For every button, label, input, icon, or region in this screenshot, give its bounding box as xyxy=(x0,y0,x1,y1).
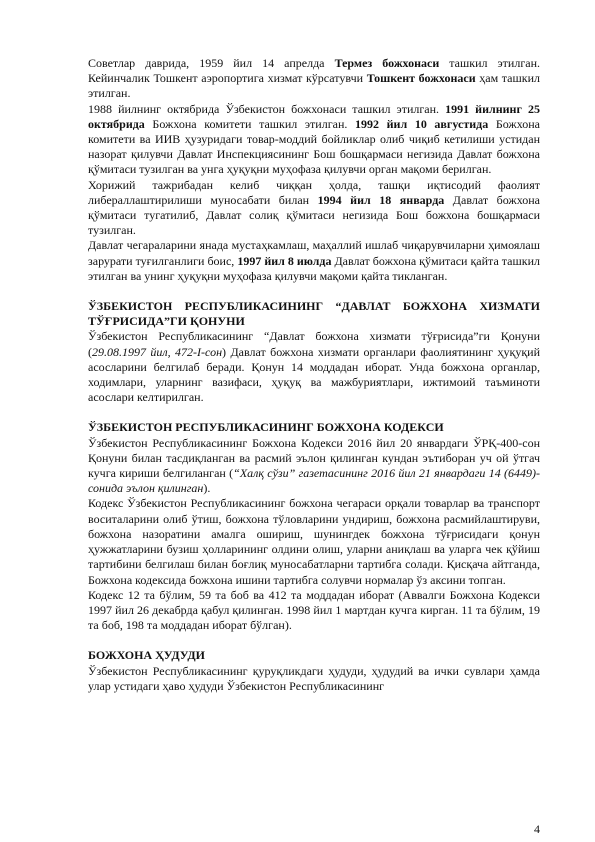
paragraph xyxy=(88,238,540,284)
italic-text: 29.08.1997 йил, 472-I-сон xyxy=(92,344,223,359)
italic-text: “Халқ сўзи” газетасининг 2016 йил 21 январдаги 14 (6449)-сонида эълон қилинган xyxy=(88,466,540,496)
paragraph xyxy=(88,436,540,497)
section-heading xyxy=(88,648,540,663)
bold-text: 1994 йил 18 январда xyxy=(317,192,445,207)
paragraph xyxy=(88,178,540,239)
text-run: Ўзбекистон Республикасининг Божхона Кодекси 2016 йил 20 январдаги ЎРҚ-400-сон Қонуни билан тасдиқланган ва расмий эълон қилинган кундан эътиборан уч ой ўтгач кучга кириши белгиланган ( xyxy=(88,435,540,481)
section-heading xyxy=(88,299,540,329)
bold-text: Тошкент божхонаси xyxy=(366,71,476,86)
section-gap xyxy=(88,633,540,648)
text-run: Хорижий тажрибадан келиб чиққан ҳолда, ташқи иқтисодий фаолият либераллаштирилиши муносабати билан xyxy=(88,177,540,207)
text-run: ҳам ташкил этилган. xyxy=(88,71,540,101)
text-run: ташкил этилган. Кейинчалик Тошкент аэропортига хизмат кўрсатувчи xyxy=(88,56,540,86)
bold-text: ЎЗБЕКИСТОН РЕСПУБЛИКАСИНИНГ БОЖХОНА КОДЕКСИ xyxy=(88,420,444,435)
bold-text: ЎЗБЕКИСТОН РЕСПУБЛИКАСИНИНГ “ДАВЛАТ БОЖХОНА ХИЗМАТИ ТЎҒРИСИДА”ГИ ҚОНУНИ xyxy=(88,299,540,329)
text-run: ) Давлат божхона хизмати органлари фаолиятининг ҳуқуқий асосларини белгилаб беради. Қонун 14 моддадан иборат. Унда божхона органлар, ходимлари, уларнинг вазифаси, ҳуқуқ ва мажбуриятлари, ижтимоий таъминоти асослари келтирилган. xyxy=(88,344,540,405)
paragraph xyxy=(88,664,540,694)
text-run: Кодекс 12 та бўлим, 59 та боб ва 412 та моддадан иборат (Аввалги Божхона Кодекси 1997 йил 26 декабрда қабул қилинган. 1998 йил 1 мартдан кучга кирган. 11 та бўлим, 19 та боб, 198 та моддадан иборат бўлган). xyxy=(88,587,540,633)
bold-text: 1992 йил 10 августида xyxy=(355,116,489,131)
text-run: Божхона комитети ташкил этилган. xyxy=(144,116,356,131)
paragraph xyxy=(88,329,540,405)
bold-text: 1997 йил 8 июлда xyxy=(237,253,332,268)
paragraph xyxy=(88,102,540,178)
bold-text: 1991 йилнинг 25 октябрида xyxy=(88,101,540,131)
text-run: Давлат чегараларини янада мустаҳкамлаш, маҳаллий ишлаб чиқарувчиларни ҳимоялаш зарурати туғилганлиги боис, xyxy=(88,238,540,268)
section-gap xyxy=(88,405,540,420)
section-heading xyxy=(88,420,540,435)
text-run: Ўзбекистон Республикасининг қуруқликдаги ҳудуди, ҳудудий ва ички сувлари ҳамда улар устидаги ҳаво ҳудуди Ўзбекистон Республикасининг xyxy=(88,663,540,693)
paragraph xyxy=(88,496,540,587)
text-run: Божхона комитети ва ИИВ ҳузуридаги товар-моддий бойликлар олиб чиқиб кетилиши устидан назорат қилувчи Давлат Инспекциясининг Бош бошқармаси негизида Давлат божхона қўмитаси тузилган ва унга ҳуқуқни муҳофаза қилувчи орган мақоми берилган. xyxy=(88,116,540,177)
text-run: Давлат божхона қўмитаси тугатилиб, Давлат солиқ қўмитаси негизида Бош божхона бошқармаси тузилган. xyxy=(88,192,540,238)
paragraph xyxy=(88,56,540,102)
text-run: Советлар даврида, 1959 йил 14 апрелда xyxy=(88,56,335,70)
text-run: Давлат божхона қўмитаси қайта ташкил этилган ва унинг ҳуқуқни муҳофаза қилувчи мақоми қайта тикланган. xyxy=(88,253,540,283)
page-number: 4 xyxy=(534,822,540,836)
text-run: 1988 йилнинг октябрида Ўзбекистон божхонаси ташкил этилган. xyxy=(88,101,446,116)
text-run: Кодекс Ўзбекистон Республикасининг божхона чегараси орқали товарлар ва транспорт воситаларини олиб ўтиш, божхона тўловларини ундириш, божхона расмийлаштируви, божхона назоратини амалга ошириш, шунингдек божхона тўғрисидаги қонун ҳужжатларини бузиш ҳолларининг олдини олиш, уларни аниқлаш ва уларга чек қўйиш тартибини белгилаш билан боғлиқ муносабатларни тартибга солади. Қисқача айтганда, Божхона кодексида божхона ишини тартибга солувчи нормалар ўз аксини топган. xyxy=(88,496,540,587)
page-content xyxy=(88,56,540,694)
bold-text: БОЖХОНА ҲУДУДИ xyxy=(88,648,205,663)
section-gap xyxy=(88,284,540,299)
bold-text: Термез божхонаси xyxy=(334,56,440,70)
paragraph xyxy=(88,588,540,634)
text-run: ). xyxy=(203,481,211,496)
text-run: Ўзбекистон Республикасининг “Давлат божхона хизмати тўғрисида”ги Қонуни ( xyxy=(88,329,540,359)
